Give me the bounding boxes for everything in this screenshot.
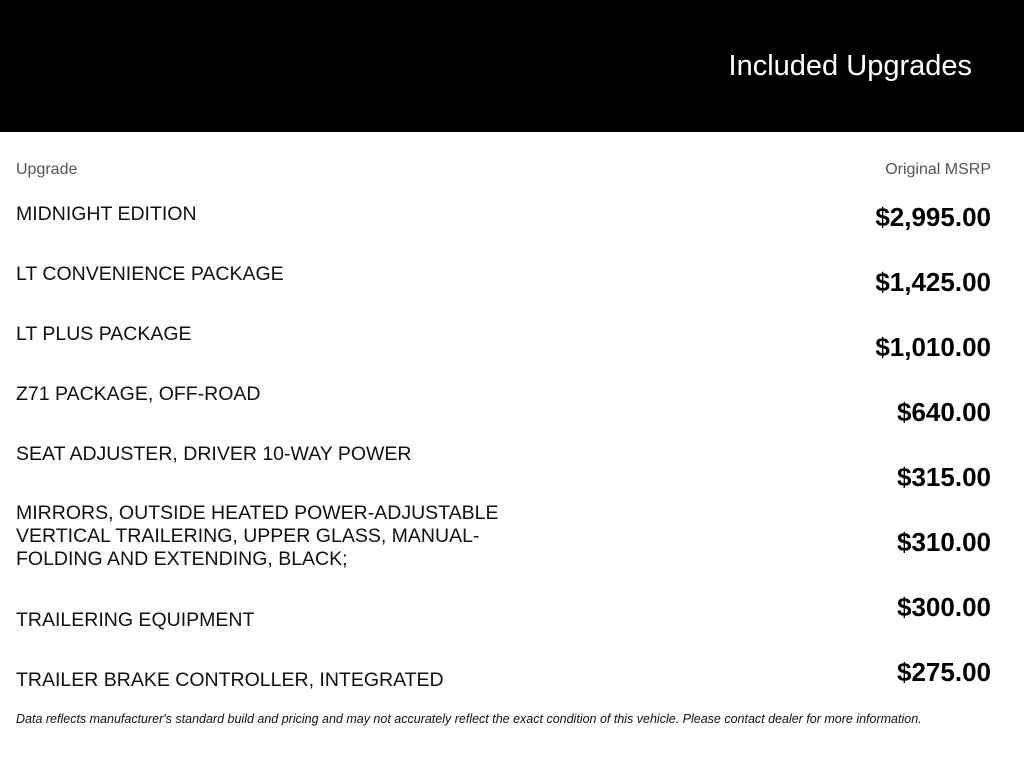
upgrade-name: SEAT ADJUSTER, DRIVER 10-WAY POWER: [16, 443, 412, 465]
upgrade-price: $310.00: [897, 527, 991, 557]
upgrade-name: TRAILER BRAKE CONTROLLER, INTEGRATED: [16, 669, 444, 691]
upgrade-name: Z71 PACKAGE, OFF-ROAD: [16, 383, 261, 405]
column-header-msrp: Original MSRP: [885, 161, 991, 178]
upgrade-price: $300.00: [897, 592, 991, 622]
column-header-upgrade: Upgrade: [16, 161, 78, 178]
disclaimer-text: Data reflects manufacturer's standard build and pricing and may not accurately reflect the exact condition of this vehicle. Please contact dealer for more information.: [16, 712, 922, 726]
upgrade-name: LT PLUS PACKAGE: [16, 323, 192, 345]
upgrade-price: $275.00: [897, 657, 991, 687]
upgrade-price: $640.00: [897, 397, 991, 427]
upgrade-name: LT CONVENIENCE PACKAGE: [16, 263, 284, 285]
upgrade-price: $315.00: [897, 462, 991, 492]
upgrade-name: TRAILERING EQUIPMENT: [16, 609, 255, 631]
upgrade-price: $1,010.00: [875, 332, 991, 362]
page-title: Included Upgrades: [728, 50, 972, 82]
header-bar: [0, 0, 1024, 132]
upgrade-name: MIRRORS, OUTSIDE HEATED POWER-ADJUSTABLE VERTICAL TRAILERING, UPPER GLASS, MANUAL-FOLDING AND EXTENDING, BLACK;: [16, 502, 499, 570]
upgrade-price: $2,995.00: [875, 202, 991, 232]
upgrade-name: MIDNIGHT EDITION: [16, 203, 197, 225]
upgrade-price: $1,425.00: [875, 267, 991, 297]
